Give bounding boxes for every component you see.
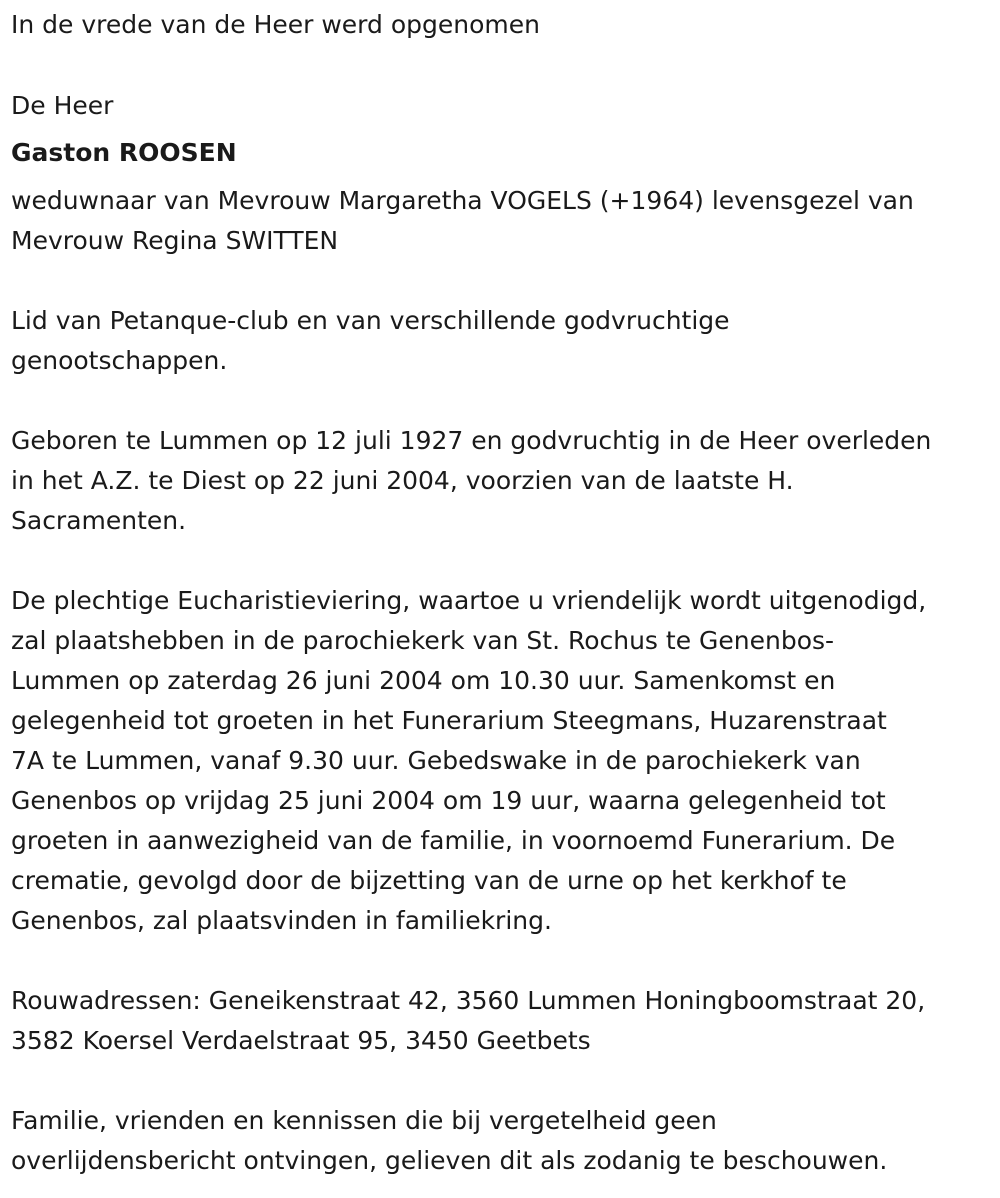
addresses-line: Rouwadressen: Geneikenstraat 42, 3560 Lummen Honingboomstraat 20, [11,986,926,1015]
salutation: De Heer [11,91,114,120]
ceremony-line: 7A te Lummen, vanaf 9.30 uur. Gebedswake in de parochiekerk van [11,746,861,775]
ceremony-line: Genenbos, zal plaatsvinden in familiekring. [11,906,552,935]
closing-line: Familie, vrienden en kennissen die bij vergetelheid geen [11,1106,717,1135]
relations-line: Mevrouw Regina SWITTEN [11,226,339,255]
closing-line: overlijdensbericht ontvingen, gelieven dit als zodanig te beschouwen. [11,1146,888,1175]
membership-line: Lid van Petanque-club en van verschillende godvruchtige [11,306,730,335]
membership-line: genootschappen. [11,346,228,375]
ceremony-line: crematie, gevolgd door de bijzetting van de urne op het kerkhof te [11,866,847,895]
deceased-name: Gaston ROOSEN [11,138,237,167]
addresses-line: 3582 Koersel Verdaelstraat 95, 3450 Geetbets [11,1026,591,1055]
ceremony-line: gelegenheid tot groeten in het Funerarium Steegmans, Huzarenstraat [11,706,887,735]
ceremony-line: De plechtige Eucharistieviering, waartoe u vriendelijk wordt uitgenodigd, [11,586,927,615]
ceremony-line: groeten in aanwezigheid van de familie, in voornoemd Funerarium. De [11,826,896,855]
ceremony-line: Genenbos op vrijdag 25 juni 2004 om 19 uur, waarna gelegenheid tot [11,786,886,815]
birth-death-line: Geboren te Lummen op 12 juli 1927 en godvruchtig in de Heer overleden [11,426,932,455]
relations-line: weduwnaar van Mevrouw Margaretha VOGELS (+1964) levensgezel van [11,186,914,215]
birth-death-line: in het A.Z. te Diest op 22 juni 2004, voorzien van de laatste H. [11,466,794,495]
ceremony-line: Lummen op zaterdag 26 juni 2004 om 10.30 uur. Samenkomst en [11,666,836,695]
notice-intro: In de vrede van de Heer werd opgenomen [11,10,540,39]
birth-death-line: Sacramenten. [11,506,187,535]
ceremony-line: zal plaatshebben in de parochiekerk van St. Rochus te Genenbos- [11,626,835,655]
